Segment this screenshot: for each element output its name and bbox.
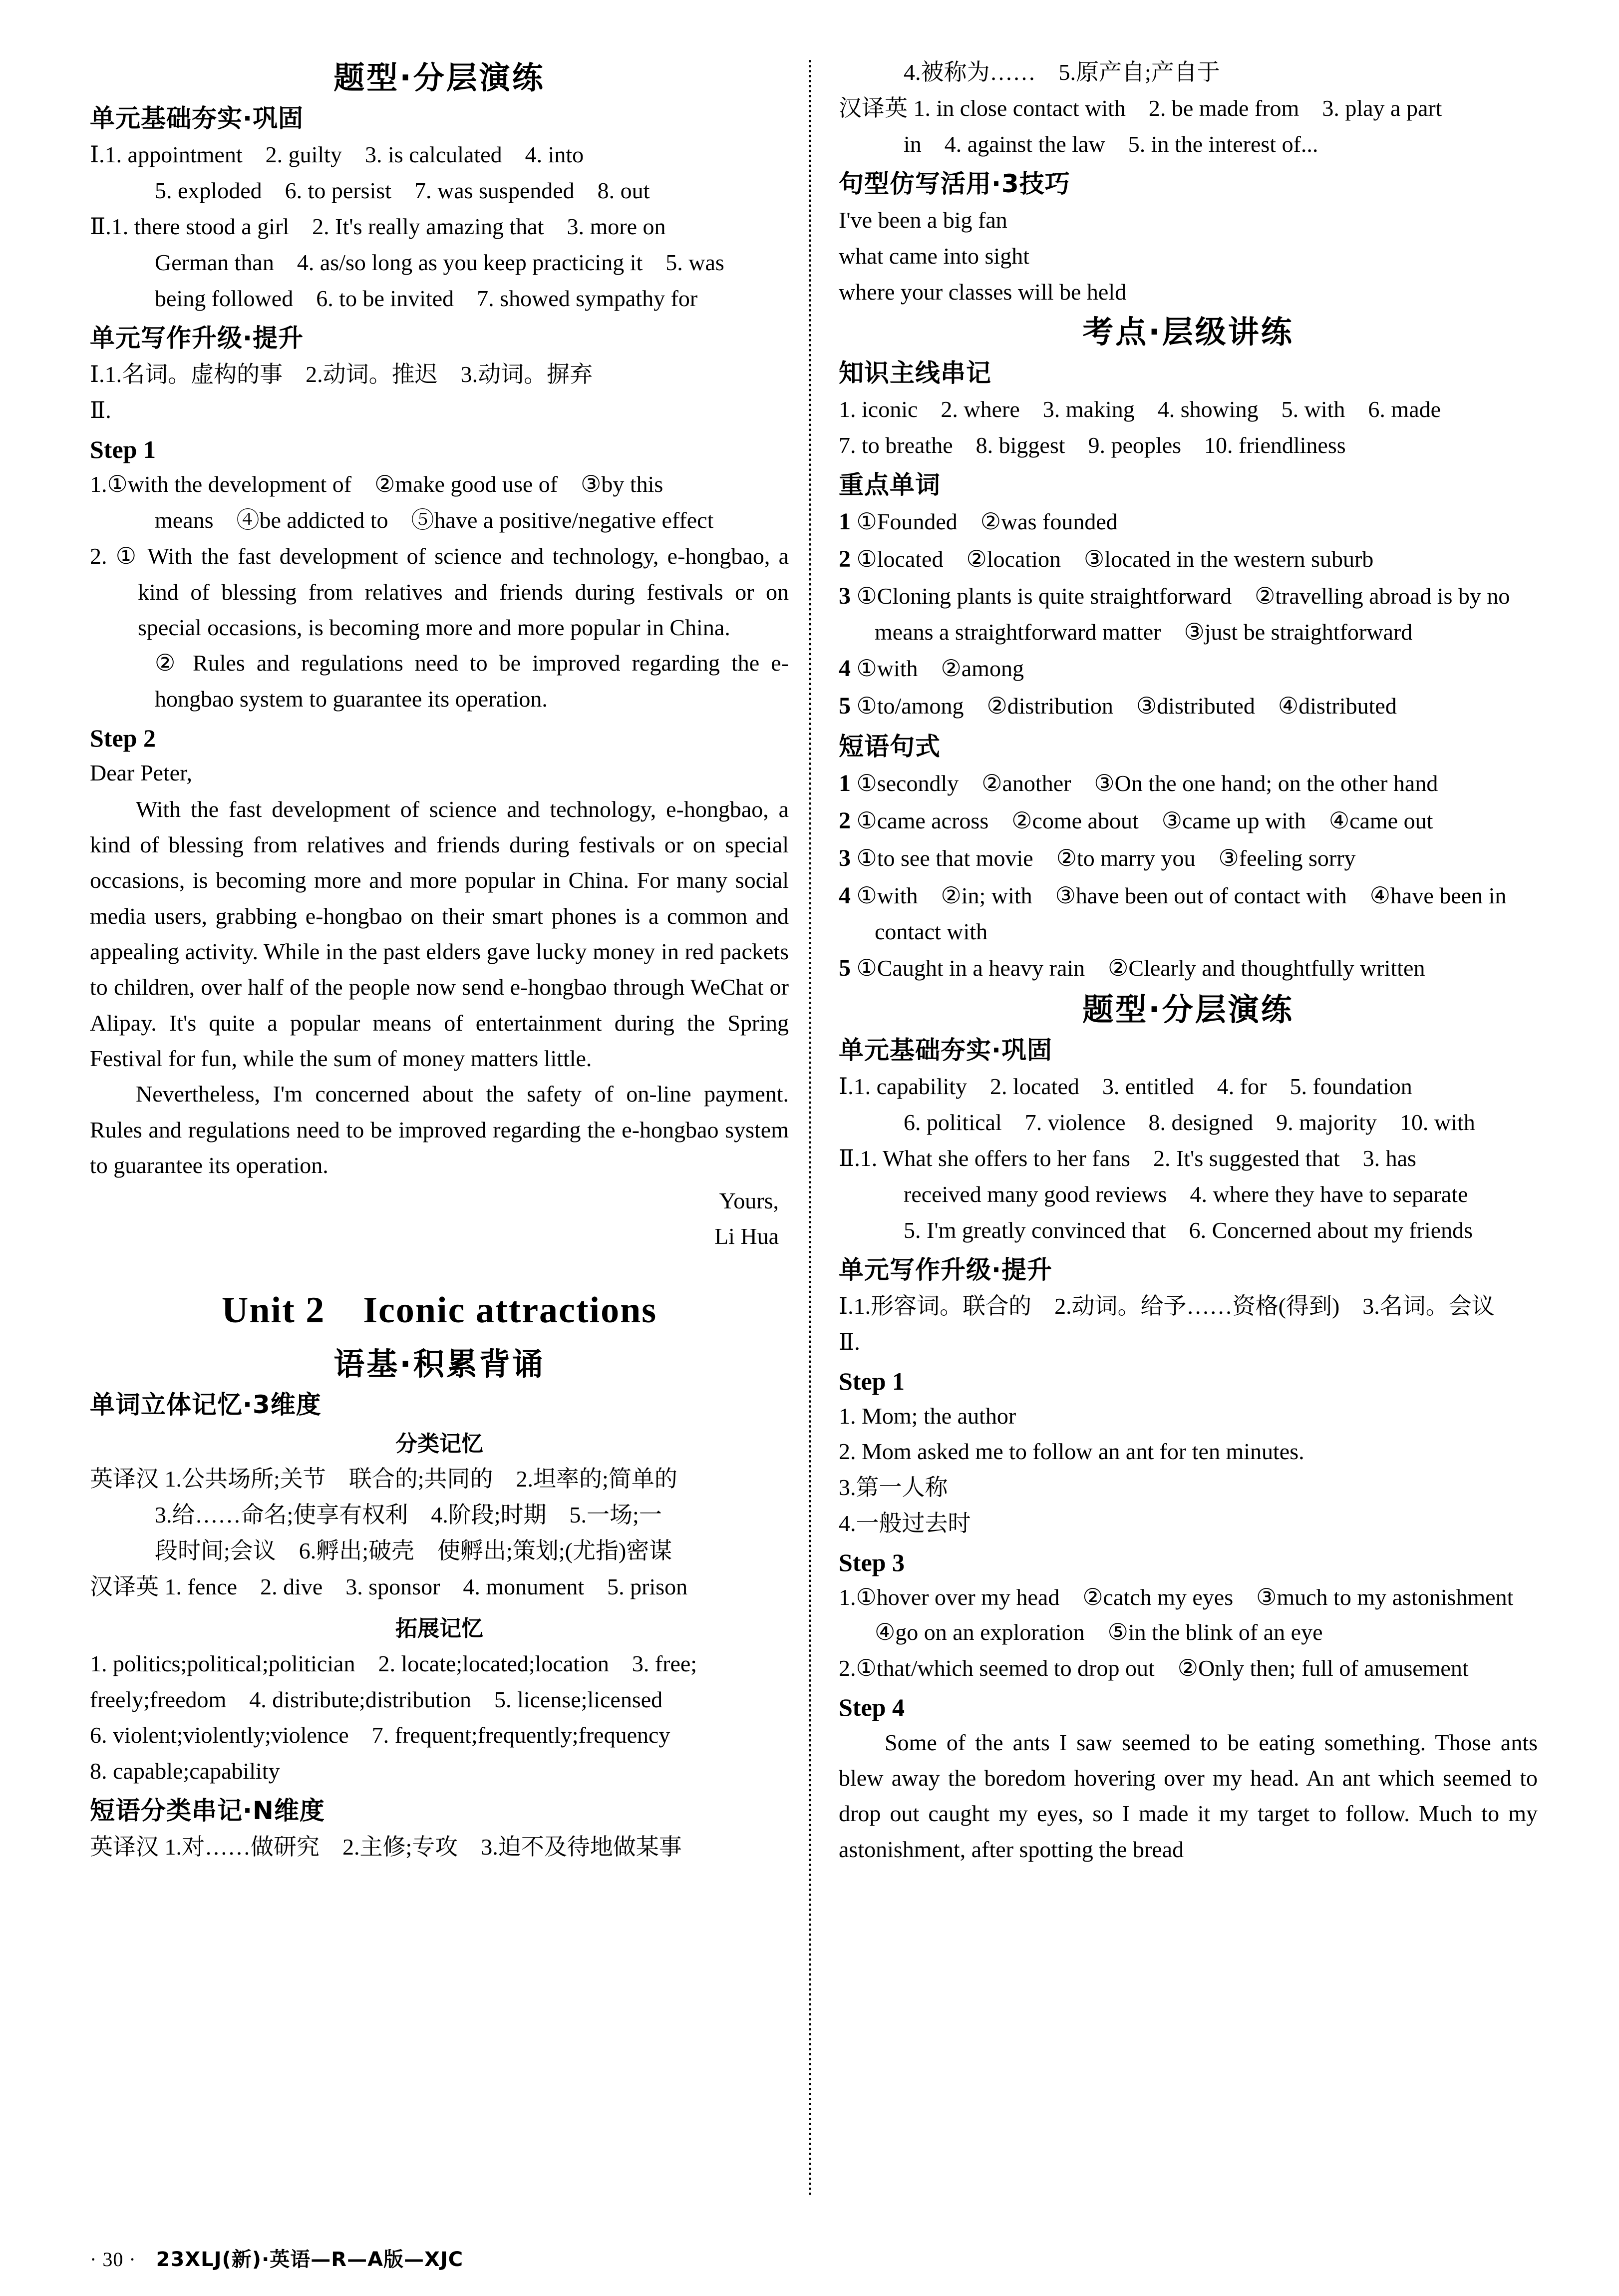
letter-salutation: Dear Peter, [90, 760, 193, 785]
sentence-pattern-line-2: what came into sight [839, 243, 1029, 269]
eng-to-chn-line-3: 段时间;会议 6.孵出;破壳 使孵出;策划;(尤指)密谋 [155, 1537, 672, 1563]
phrase-number: 1 [839, 770, 851, 797]
step1-answer-4: 4.一般过去时 [839, 1511, 971, 1536]
step-2-heading: Step 2 [90, 724, 156, 752]
phrase-chn-to-eng-line-2: in 4. against the law 5. in the interest of... [904, 131, 1318, 157]
letter-paragraph-1: With the fast development of science and technology, e-hongbao, a kind of blessing from relatives and friends during festivals or on special occasions, is becoming more and more popular in China. For many social media users, grabbing e-hongbao on their smart phones is a common and appealing activity. While in the past elders gave lucky money in red packets to children, over half of the people now send e-hongbao through WeChat or Alipay. It's quite a popular means of entertainment during the Spring Festival for fun, while the sum of money matters little. [90, 796, 789, 1071]
writing-part-2: Ⅱ. [90, 397, 111, 423]
section-knowledge-heading: 知识主线串记 [839, 358, 991, 387]
section-unit-writing-heading-2: 单元写作升级·提升 [839, 1255, 1052, 1284]
letter-signoff-name: Li Hua [714, 1223, 779, 1249]
banner-kaodian: 考点·层级讲练 [1082, 314, 1294, 351]
step-1-heading-2: Step 1 [839, 1367, 905, 1395]
phrase-text: ①to see that movie ②to marry you ③feeling sorry [856, 845, 1356, 871]
key-word-text: ①Cloning plants is quite straightforward ②travelling abroad is by no means a straightforward matter ③just be straightforward [856, 583, 1516, 645]
basic2-part-1-line-1: Ⅰ.1. capability 2. located 3. entitled 4. for 5. foundation [839, 1074, 1412, 1100]
step-4-heading: Step 4 [839, 1693, 905, 1721]
basic2-part-2-line-1: Ⅱ.1. What she offers to her fans 2. It's suggested that 3. has [839, 1146, 1416, 1171]
column-divider [809, 60, 811, 2197]
banner-yuji: 语基·积累背诵 [333, 1345, 545, 1382]
key-word-number: 1 [839, 508, 851, 535]
step-1-heading: Step 1 [90, 435, 156, 463]
basic-part-2-line-1: Ⅱ.1. there stood a girl 2. It's really amazing that 3. more on [90, 214, 666, 240]
basic-part-1-line-1: Ⅰ.1. appointment 2. guilty 3. is calculated 4. into [90, 142, 584, 168]
left-column [90, 55, 789, 1866]
phrase-text: ①secondly ②another ③On the one hand; on the other hand [856, 770, 1438, 796]
step-1-item-2-part-b: ② Rules and regulations need to be improved regarding the e-hongbao system to guarantee its operation. [155, 650, 789, 712]
phrase-chn-to-eng-line-1: 汉译英 1. in close contact with 2. be made from 3. play a part [839, 95, 1442, 121]
section-phrase-memory-heading: 短语分类串记·N维度 [90, 1796, 325, 1826]
phrase-entry [839, 803, 1538, 839]
section-word-memory-heading: 单词立体记忆·3维度 [90, 1390, 322, 1419]
knowledge-line-1: 1. iconic 2. where 3. making 4. showing 5. with 6. made [839, 396, 1441, 422]
step3-answer-1: 1.①hover over my head ②catch my eyes ③much to my astonishment ④go on an exploration ⑤in the blink of an eye [839, 1584, 1537, 1645]
unit-2-title: Unit 2 Iconic attractions [221, 1289, 657, 1331]
section-unit-basic-heading: 单元基础夯实·巩固 [90, 104, 304, 133]
extend-line-3: 6. violent;violently;violence 7. frequent;frequently;frequency [90, 1722, 670, 1748]
chn-to-eng-line-1: 汉译英 1. fence 2. dive 3. sponsor 4. monument 5. prison [90, 1573, 688, 1599]
key-word-number: 5 [839, 693, 851, 720]
page-number: · 30 · [90, 2248, 136, 2271]
page-meta: 23XLJ(新)·英语—R—A版—XJC [156, 2248, 464, 2271]
basic-part-2-line-2: German than 4. as/so long as you keep practicing it 5. was [155, 250, 724, 276]
step3-answer-2: 2.①that/which seemed to drop out ②Only then; full of amusement [839, 1655, 1469, 1681]
step1-answer-3: 3.第一人称 [839, 1475, 948, 1501]
phrase-entry [839, 950, 1538, 987]
key-word-entry [839, 688, 1538, 725]
key-word-number: 2 [839, 545, 851, 572]
extend-line-4: 8. capable;capability [90, 1758, 280, 1784]
phrase-eng-to-chn-line-2: 4.被称为…… 5.原产自;产自于 [904, 59, 1220, 85]
section-sentence-pattern-heading: 句型仿写活用·3技巧 [839, 169, 1070, 198]
basic2-part-2-line-2: received many good reviews 4. where they have to separate [904, 1181, 1468, 1207]
step-1-item-1-line-2: means ④be addicted to ⑤have a positive/negative effect [155, 507, 714, 533]
key-word-entry [839, 541, 1538, 578]
banner-question-types-1: 题型·分层演练 [333, 59, 545, 96]
phrase-entry [839, 765, 1538, 802]
phrase-text: ①came across ②come about ③came up with ④came out [856, 808, 1433, 834]
subheading-classified-memory: 分类记忆 [395, 1431, 483, 1457]
phrase-number: 2 [839, 807, 851, 834]
key-word-text: ①located ②location ③located in the western suburb [856, 546, 1374, 572]
extend-line-1: 1. politics;political;politician 2. locate;located;location 3. free; [90, 1650, 697, 1676]
key-word-entry [839, 651, 1538, 687]
basic2-part-2-line-3: 5. I'm greatly convinced that 6. Concerned about my friends [904, 1217, 1473, 1243]
key-word-entry [839, 578, 1538, 650]
phrase-entry [839, 878, 1538, 949]
banner-question-types-2: 题型·分层演练 [1082, 991, 1294, 1028]
key-word-entry [839, 504, 1538, 540]
writing2-part-1: Ⅰ.1.形容词。联合的 2.动词。给予……资格(得到) 3.名词。会议 [839, 1293, 1495, 1319]
extend-line-2: freely;freedom 4. distribute;distribution 5. license;licensed [90, 1686, 663, 1712]
basic-part-2-line-3: being followed 6. to be invited 7. showed sympathy for [155, 285, 698, 311]
key-word-text: ①Founded ②was founded [856, 508, 1118, 534]
step1-answer-1: 1. Mom; the author [839, 1403, 1016, 1429]
knowledge-line-2: 7. to breathe 8. biggest 9. peoples 10. friendliness [839, 432, 1346, 458]
phrase-number: 3 [839, 845, 851, 872]
writing-part-1: Ⅰ.1.名词。虚构的事 2.动词。推迟 3.动词。摒弃 [90, 361, 593, 387]
page-footer [90, 2244, 463, 2272]
section-phrases-heading: 短语句式 [839, 732, 941, 762]
section-unit-writing-heading: 单元写作升级·提升 [90, 323, 304, 353]
sentence-pattern-line-1: I've been a big fan [839, 207, 1007, 233]
phrase-entry [839, 840, 1538, 877]
letter-paragraph-2: Nevertheless, I'm concerned about the safety of on-line payment. Rules and regulations need to be improved regarding the e-hongbao system to guarantee its operation. [90, 1081, 789, 1178]
key-word-number: 4 [839, 655, 851, 682]
phrase-text: ①with ②in; with ③have been out of contact with ④have been in contact with [856, 883, 1512, 945]
right-column [839, 55, 1538, 1867]
step4-paragraph: Some of the ants I saw seemed to be eating something. Those ants blew away the boredom hovering over my head. An ant which seemed to drop out caught my eyes, so I made it my target to follow. Much to my astonishment, after spotting the bread [839, 1729, 1538, 1862]
key-word-text: ①with ②among [856, 656, 1024, 682]
key-word-text: ①to/among ②distribution ③distributed ④distributed [856, 693, 1397, 719]
key-word-number: 3 [839, 583, 851, 610]
phrase-number: 5 [839, 954, 851, 981]
step-1-item-2-part-a: 2. ① With the fast development of science and technology, e-hongbao, a kind of blessing from relatives and friends during festivals or on special occasions, is becoming more and more popular in China. [90, 543, 789, 641]
basic-part-1-line-2: 5. exploded 6. to persist 7. was suspended 8. out [155, 178, 650, 204]
step1-answer-2: 2. Mom asked me to follow an ant for ten minutes. [839, 1439, 1304, 1465]
section-unit-basic-heading-2: 单元基础夯实·巩固 [839, 1036, 1052, 1065]
writing2-part-2: Ⅱ. [839, 1329, 860, 1355]
sentence-pattern-line-3: where your classes will be held [839, 279, 1127, 305]
step-1-item-1-line-1: 1.①with the development of ②make good use of ③by this [90, 471, 663, 497]
subheading-extended-memory: 拓展记忆 [395, 1615, 483, 1641]
phrase-number: 4 [839, 882, 851, 909]
phrase-text: ①Caught in a heavy rain ②Clearly and thoughtfully written [856, 955, 1425, 981]
eng-to-chn-line-2: 3.给……命名;使享有权利 4.阶段;时期 5.一场;一 [155, 1502, 662, 1528]
letter-signoff-yours: Yours, [719, 1188, 779, 1214]
basic2-part-1-line-2: 6. political 7. violence 8. designed 9. majority 10. with [904, 1110, 1475, 1136]
eng-to-chn-line-1: 英译汉 1.公共场所;关节 联合的;共同的 2.坦率的;简单的 [90, 1466, 677, 1492]
step-3-heading: Step 3 [839, 1548, 905, 1577]
phrase-eng-to-chn-line-1: 英译汉 1.对……做研究 2.主修;专攻 3.迫不及待地做某事 [90, 1834, 682, 1860]
section-key-words-heading: 重点单词 [839, 470, 941, 499]
